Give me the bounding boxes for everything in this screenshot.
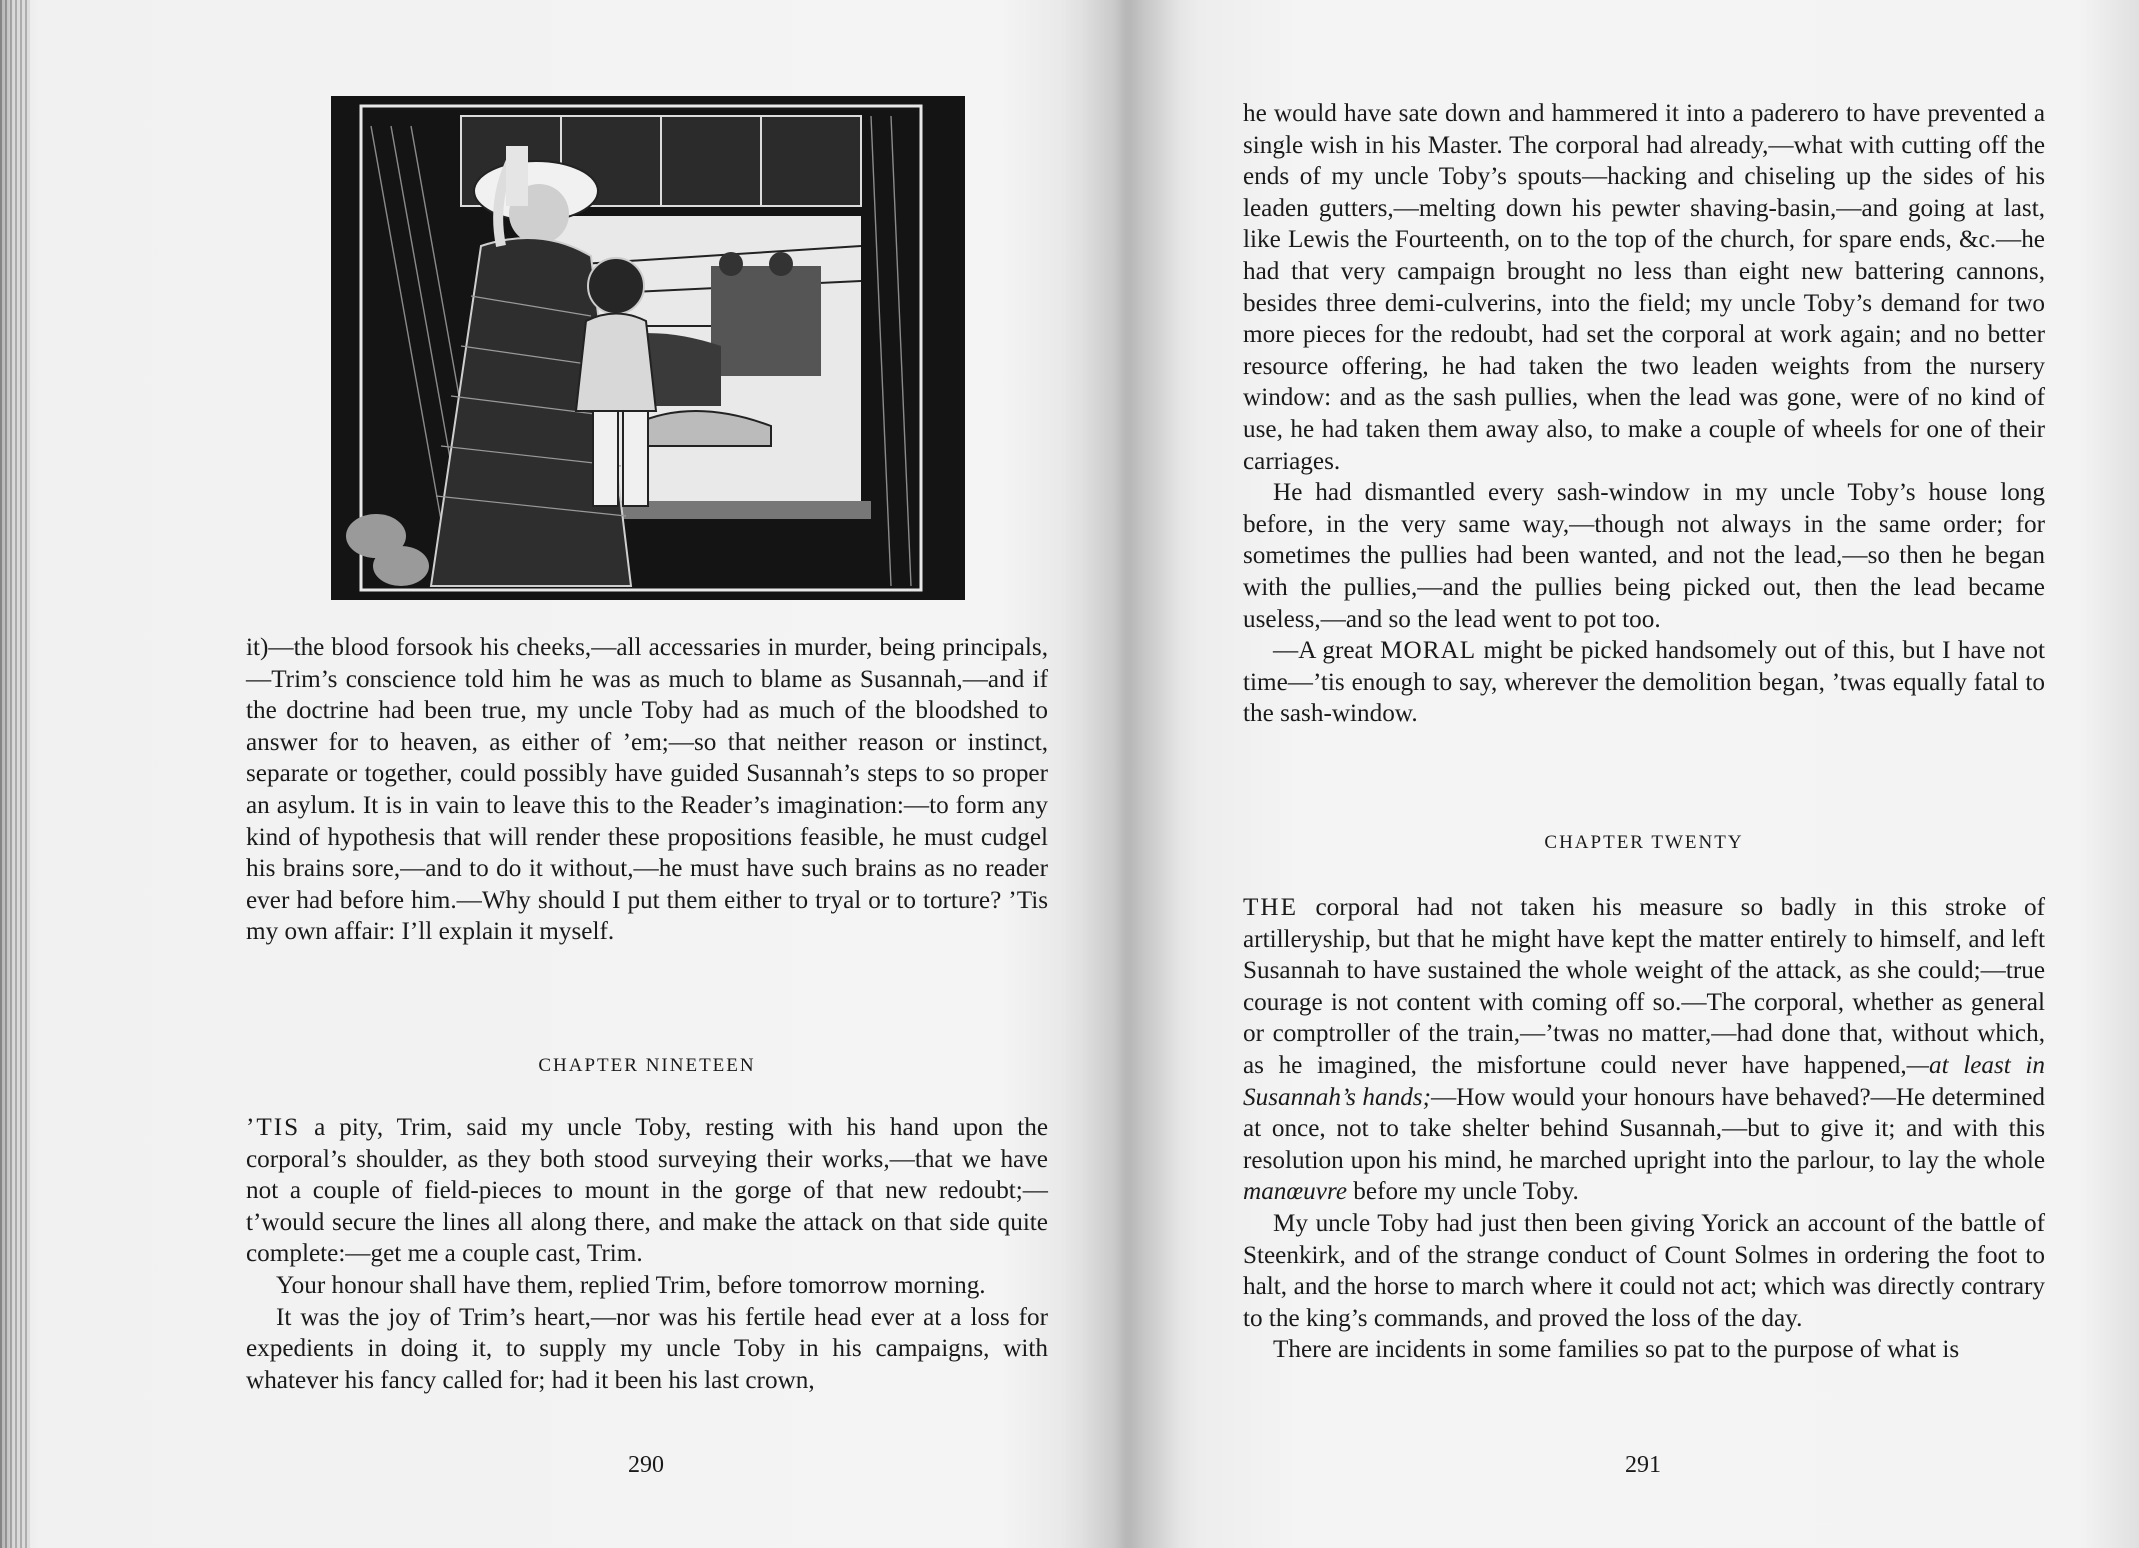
moral-word: MORAL [1380,637,1477,665]
paragraph-text: corporal had not taken his measure so badly in this stroke of artilleryship, but that he might have kept the matter entirely to himself, and left Susannah to have sustained the whole weight of the attack, as she could;—true courage is not content with coming off so.—The corporal, whether as general or comptroller of the train,—’twas no matter,—had done that, without which, as he imagined, the misfortune could never have happened, [1243,894,2045,1079]
italic-text: —at least in Susannah’s hands; [1243,1051,2045,1111]
paragraph-text: might be picked handsomely out of this, but I have not time—’tis enough to say, wherever the demolition began, ’twas equally fatal to the sash-window. [1243,637,2045,728]
paragraph: He had dismantled every sash-window in my uncle Toby’s house long before, in the very same way,—though not always in the same order; for sometimes the pullies had been wanted, and not the lead,—so then he began with the pullies,—and the pullies being picked out, then the lead became useless,—and so the lead went to pot too. [1243,479,2045,633]
right-continued-text [1243,98,2045,730]
paragraph [1243,892,2045,1208]
paragraph-text: a pity, Trim, said my uncle Toby, resting with his hand upon the corporal’s shoulder, as they both stood surveying their works,—that we have not a couple of field-pieces to mount in the gorge of that new redoubt;—t’would secure the lines all along there, and make the attack on that side quite complete:—get me a couple cast, Trim. [246,1114,1048,1268]
chapter-heading: CHAPTER TWENTY [1544,832,1744,853]
page-number: 291 [1625,1452,1661,1478]
page-number: 290 [628,1452,664,1478]
chapter-opening-word: ’TIS [246,1114,301,1141]
paragraph-text: —How would your honours have behaved?—He determined at once, not to take shelter behind Susannah,—but to give it; and with this resolution upon his mind, he marched upright into the parlour, to lay the whole [1243,1083,2045,1174]
paragraph: My uncle Toby had just then been giving Yorick an account of the battle of Steenkirk, and of the strange conduct of Count Solmes in ordering the foot to halt, and the horse to march where it could not act; which was directly contrary to the king’s commands, and proved the loss of the day. [1243,1209,2045,1332]
paragraph-text: before my uncle Toby. [1347,1178,1579,1206]
paragraph: it)—the blood forsook his cheeks,—all accessaries in murder, being principals,—Trim’s conscience told him he was as much to blame as Susannah,—and if the doctrine had been true, my uncle Toby had as much of the bloodshed to answer for to heaven, as either of ’em;—so that neither reason or instinct, separate or together, could possibly have guided Susannah’s steps to so proper an asylum. It is in vain to leave this to the Reader’s imagination:—to form any kind of hypothesis that will render these propositions feasible, he must cudgel his brains sore,—and to do it without,—he must have such brains as no reader ever had before him.—Why should I put them either to tryal or to torture? ’Tis my own affair: I’ll explain it myself. [246,634,1048,946]
paragraph: he would have sate down and hammered it into a paderero to have prevented a single wish in his Master. The corporal had already,—what with cutting off the ends of my uncle Toby’s spouts—hacking and chiseling up the sides of his leaden gutters,—melting down his pewter shaving-basin,—and going at last, like Lewis the Fourteenth, on to the top of the church, for spare ends, &c.—he had that very campaign brought no less than eight new battering cannons, besides three demi-culverins, into the field; my uncle Toby’s demand for two more pieces for the redoubt, had set the corporal at work again; and no better resource offering, he had taken the two leaden weights from the nursery window: and as the sash pullies, when the lead was gone, were of no kind of use, he had taken them away also, to make a couple of wheels for one of their carriages. [1243,100,2045,475]
chapter-heading: CHAPTER NINETEEN [538,1055,756,1076]
chapter-opening-word: THE [1243,894,1298,921]
paragraph: There are incidents in some families so pat to the purpose of what is [1273,1336,1960,1364]
paragraph: Your honour shall have them, replied Trim, before tomorrow morning. [276,1271,986,1299]
paragraph [1243,635,2045,730]
chapter-twenty-text [1243,892,2045,1366]
paragraph: It was the joy of Trim’s heart,—nor was his fertile head ever at a loss for expedients in doing it, to supply my uncle Toby in his campaigns, with whatever his fancy called for; had it been his last crown, [246,1303,1048,1394]
italic-text: manœuvre [1243,1178,1347,1206]
paragraph-text: —A great [1273,637,1381,665]
